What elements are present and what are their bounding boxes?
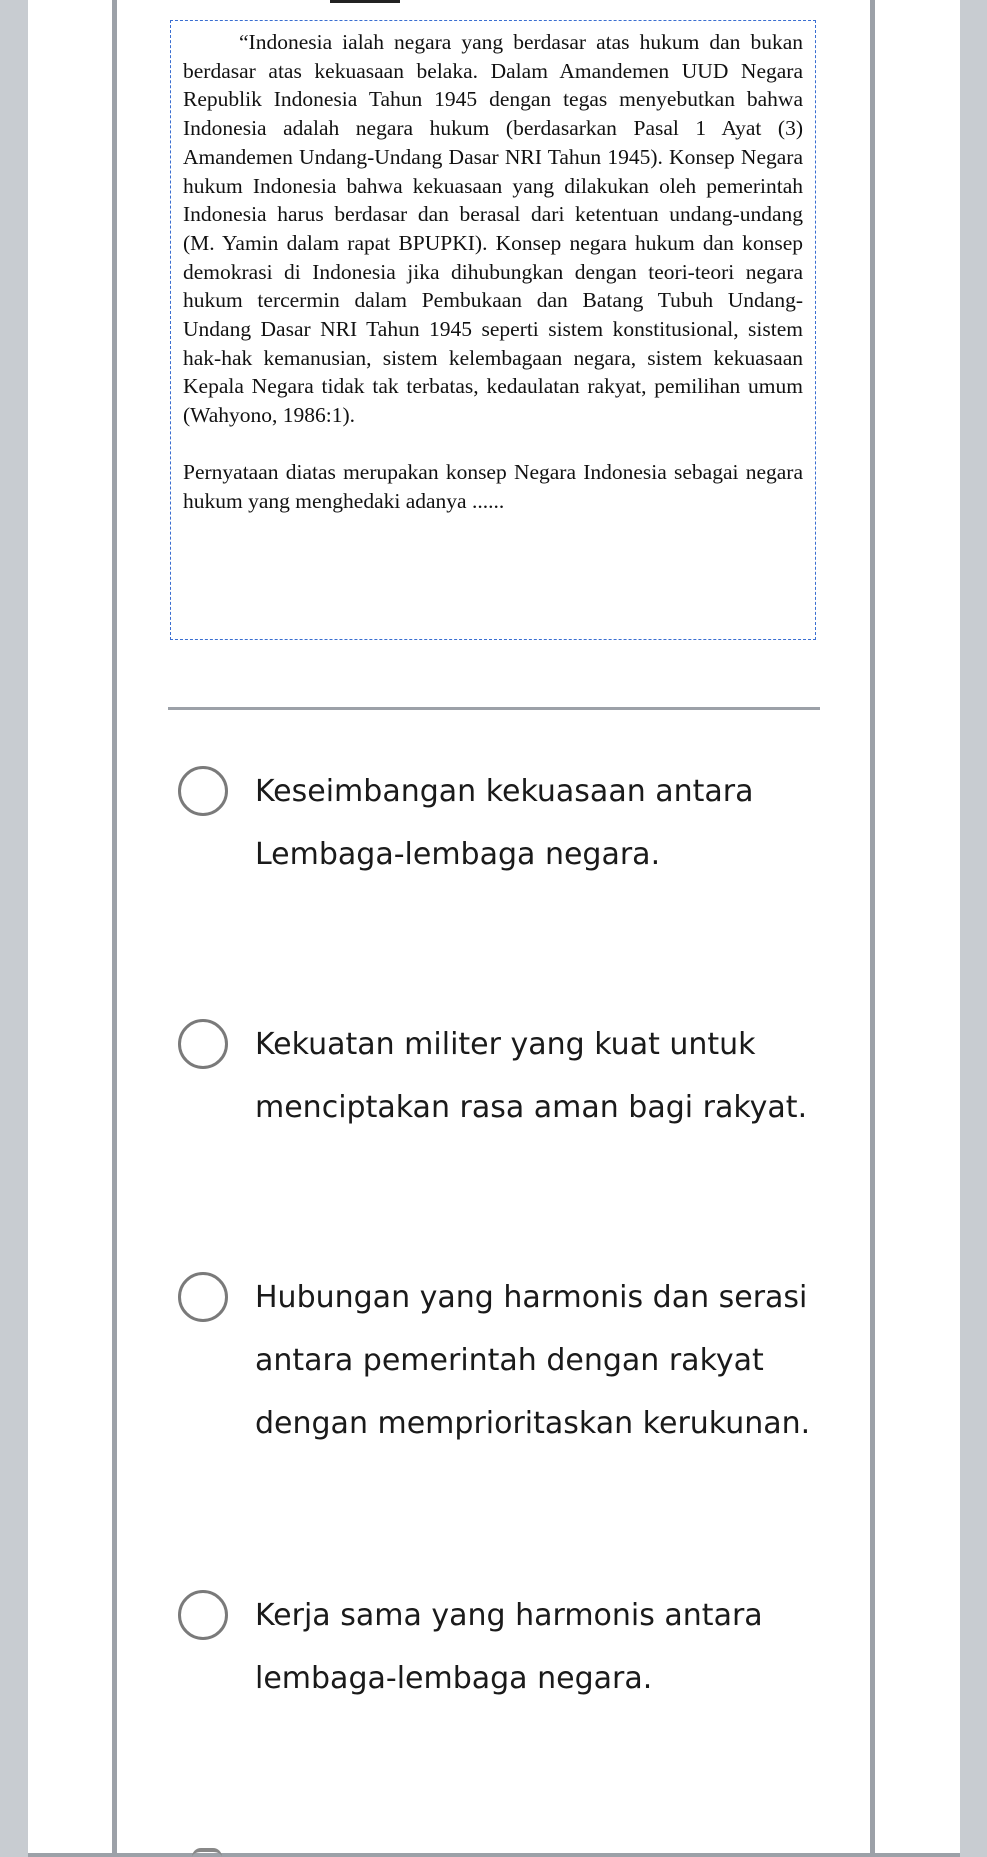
divider [168, 707, 820, 710]
right-rail [870, 0, 875, 1857]
option-4[interactable] [178, 1584, 818, 1784]
bottom-edge [28, 1853, 960, 1857]
radio-button[interactable] [178, 1019, 228, 1069]
left-rail [112, 0, 117, 1857]
option-label: Keseimbangan kekuasaan antara Lembaga-lembaga negara. [255, 774, 754, 872]
option-1[interactable] [178, 760, 818, 960]
option-label: Kerja sama yang harmonis antara lembaga-lembaga negara. [255, 1598, 763, 1696]
radio-button[interactable] [178, 1590, 228, 1640]
question-paragraph-1: “Indonesia ialah negara yang berdasar atas hukum dan bukan berdasar atas kekuasaan belaka. Dalam Amandemen UUD Negara Republik Indonesia Tahun 1945 dengan tegas menyebutkan bahwa Indonesia adalah negara hukum (berdasarkan Pasal 1 Ayat (3) Amandemen Undang-Undang Dasar NRI Tahun 1945). Konsep Negara hukum Indonesia bahwa kekuasaan yang dilakukan oleh pemerintah Indonesia harus berdasar dan berasal dari ketentuan undang-undang (M. Yamin dalam rapat BPUPKI). Konsep negara hukum dan konsep demokrasi di Indonesia jika dihubungkan dengan teori-teori negara hukum tercermin dalam Pembukaan dan Batang Tubuh Undang-Undang Dasar NRI Tahun 1945 seperti sistem konstitusional, sistem hak-hak kemanusian, sistem kelembagaan negara, sistem kekuasaan Kepala Negara tidak tak terbatas, kedaulatan rakyat, pemilihan umum (Wahyono, 1986:1). [183, 30, 803, 428]
radio-button[interactable] [178, 766, 228, 816]
cropped-text-fragment [330, 0, 400, 3]
next-option-radio-partial [192, 1848, 222, 1857]
question-text [183, 28, 803, 515]
question-paragraph-2: Pernyataan diatas merupakan konsep Negara Indonesia sebagai negara hukum yang menghedaki adanya ...... [183, 459, 803, 513]
option-2[interactable] [178, 1013, 818, 1213]
option-3[interactable] [178, 1266, 818, 1526]
option-label: Hubungan yang harmonis dan serasi antara pemerintah dengan rakyat dengan memprioritaskan kerukunan. [255, 1280, 811, 1441]
radio-button[interactable] [178, 1272, 228, 1322]
option-label: Kekuatan militer yang kuat untuk menciptakan rasa aman bagi rakyat. [255, 1027, 808, 1125]
